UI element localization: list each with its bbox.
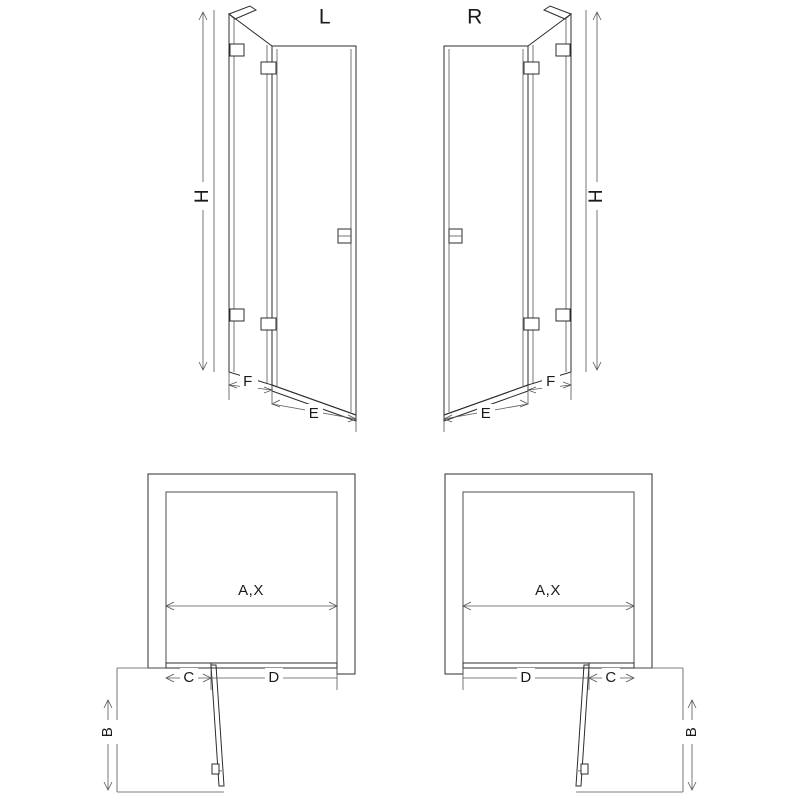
label-right-panel-large: E — [480, 404, 492, 422]
label-right-segment-large: D — [520, 668, 532, 686]
label-left-segment-large: D — [268, 668, 280, 686]
variant-label-left: L — [318, 5, 332, 29]
elevation-right — [444, 6, 607, 432]
label-left-panel-large: E — [308, 404, 320, 422]
plan-right — [445, 474, 702, 792]
variant-label-right: R — [467, 5, 483, 29]
hinge-icon — [524, 44, 570, 330]
label-right-panel-small: F — [546, 372, 556, 390]
label-left-depth: B — [98, 726, 116, 738]
hinge-icon — [230, 44, 276, 330]
elevation-left — [192, 6, 356, 432]
label-left-panel-small: F — [243, 372, 253, 390]
door-handle-icon — [449, 229, 462, 243]
label-right-height: H — [586, 188, 608, 204]
label-left-height: H — [192, 188, 214, 204]
label-right-depth: B — [682, 726, 700, 738]
label-right-overall: A,X — [535, 581, 561, 599]
plan-left — [98, 474, 355, 792]
door-handle-icon — [338, 229, 351, 243]
label-left-segment-small: C — [183, 668, 195, 686]
label-right-segment-small: C — [605, 668, 617, 686]
label-left-overall: A,X — [238, 581, 264, 599]
